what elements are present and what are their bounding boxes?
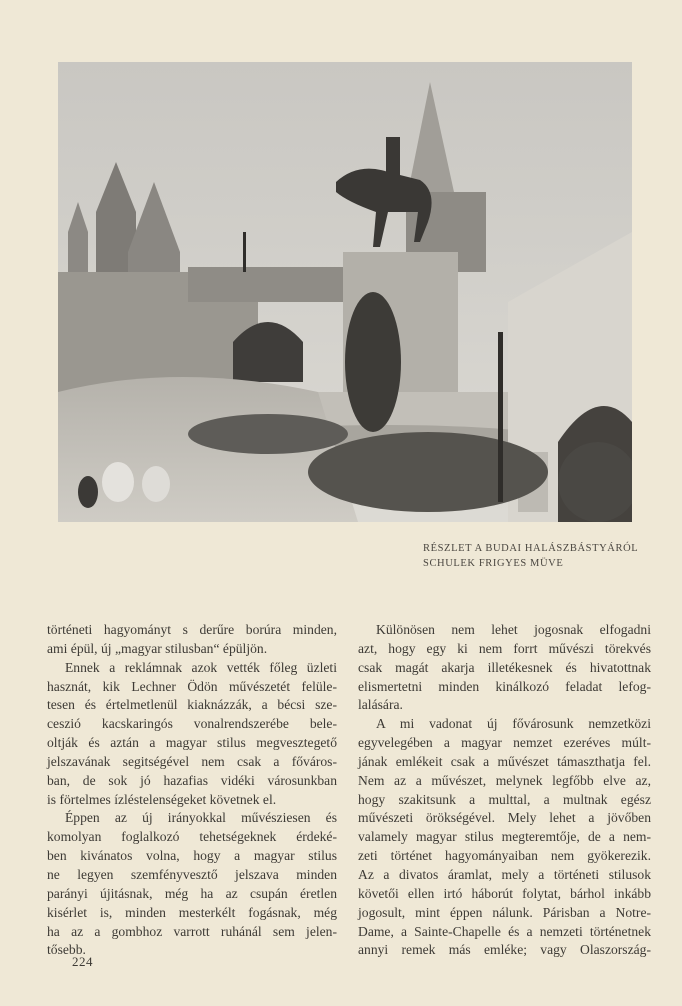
text-line: jának emlékeit csak a művészet támaszthatja fel. — [358, 753, 651, 769]
text-line: ban, de sok jó hazafias vidéki városunkban — [47, 772, 337, 788]
text-line: ben kivánatos volna, hogy a magyar stilus — [47, 848, 337, 864]
page-number: 224 — [72, 954, 93, 969]
caption-line: SCHULEK FRIGYES MÜVE — [423, 558, 564, 569]
text-line: követői ellen irtó háborút folytat, bárhol inkább — [358, 885, 651, 901]
text-line: csak magát akarja illetékesnek és hivatottnak — [358, 659, 651, 675]
text-line: ne legyen szemfényvesztő jelszava minden — [47, 866, 337, 882]
text-column-right — [358, 621, 651, 960]
text-line: tősebb. — [47, 942, 86, 958]
text-line: tesen és értelmetlenül kiaknázzák, a bécsi sze- — [47, 697, 337, 713]
text-line: Ennek a reklámnak azok vették főleg üzleti — [65, 659, 337, 675]
figure-caption — [423, 541, 638, 571]
text-line: komolyan foglalkozó tehetségeknek érdeké- — [47, 829, 337, 845]
photo-fishermans-bastion — [58, 62, 632, 522]
text-line: A mi vadonat új fővárosunk nemzetközi — [376, 716, 651, 732]
text-line: Dame, a Sainte-Chapelle és a nemzeti történetnek — [358, 923, 651, 939]
text-line: ha az a gombhoz varrott ruhánál sem jelen- — [47, 923, 337, 939]
text-line: Különösen nem lehet jogosnak elfogadni — [376, 622, 651, 637]
text-line: zeti történet hagyományaiban nem gyökerezik. — [358, 848, 651, 864]
text-line: jogosult, mint éppen nálunk. Párisban a Notre- — [358, 904, 651, 920]
text-column-left — [47, 621, 337, 960]
text-line: Éppen az új irányokkal művésziesen és — [65, 810, 337, 826]
text-line: hogy szakitsunk a multtal, a multnak egész — [358, 791, 651, 807]
text-line: Nem az a művészet, melynek legfőbb elve az, — [358, 772, 651, 788]
caption-line: RÉSZLET A BUDAI HALÁSZBÁSTYÁRÓL — [423, 543, 639, 554]
text-line: ceszió kacskaringós vonalrendszerébe bele- — [47, 716, 337, 732]
text-line: művészeti örökségével. Mely lehet a jövőben — [358, 810, 651, 826]
text-line: annyi remek más emléke; vagy Olaszország- — [358, 942, 651, 958]
text-line: parányi újitásnak, még ha az csupán éretlen — [47, 885, 337, 901]
text-line: Az a divatos áramlat, mely a történeti stilusok — [358, 866, 651, 882]
text-line: valamely magyar stilus megteremtője, de a nem- — [358, 829, 651, 845]
text-line: kisérlet is, minden mesterkélt fogásnak, még — [47, 904, 337, 920]
text-line: oltják és aztán a magyar stilus megvesztegető — [47, 735, 337, 751]
text-line: egyvelegében a magyar nemzet ezeréves múlt- — [358, 735, 651, 751]
text-line: elismertetni minden kinálkozó feladat lefog- — [358, 678, 651, 694]
text-line: is förtelmes ízléstelenségeket követnek el. — [47, 791, 277, 807]
text-line: azt, hogy egy ki nem forrt művészi törekvés — [358, 640, 651, 656]
text-line: jelszavának segitségével nem csak a főváros- — [47, 753, 337, 769]
text-line: történeti hagyományt s derűre borúra minden, — [47, 622, 337, 637]
text-line: hasznát, kik Lechner Ödön művészetét felüle- — [47, 678, 337, 694]
text-line: ami épül, új „magyar stilusban“ épüljön. — [47, 640, 268, 656]
text-line: lalására. — [358, 697, 403, 713]
